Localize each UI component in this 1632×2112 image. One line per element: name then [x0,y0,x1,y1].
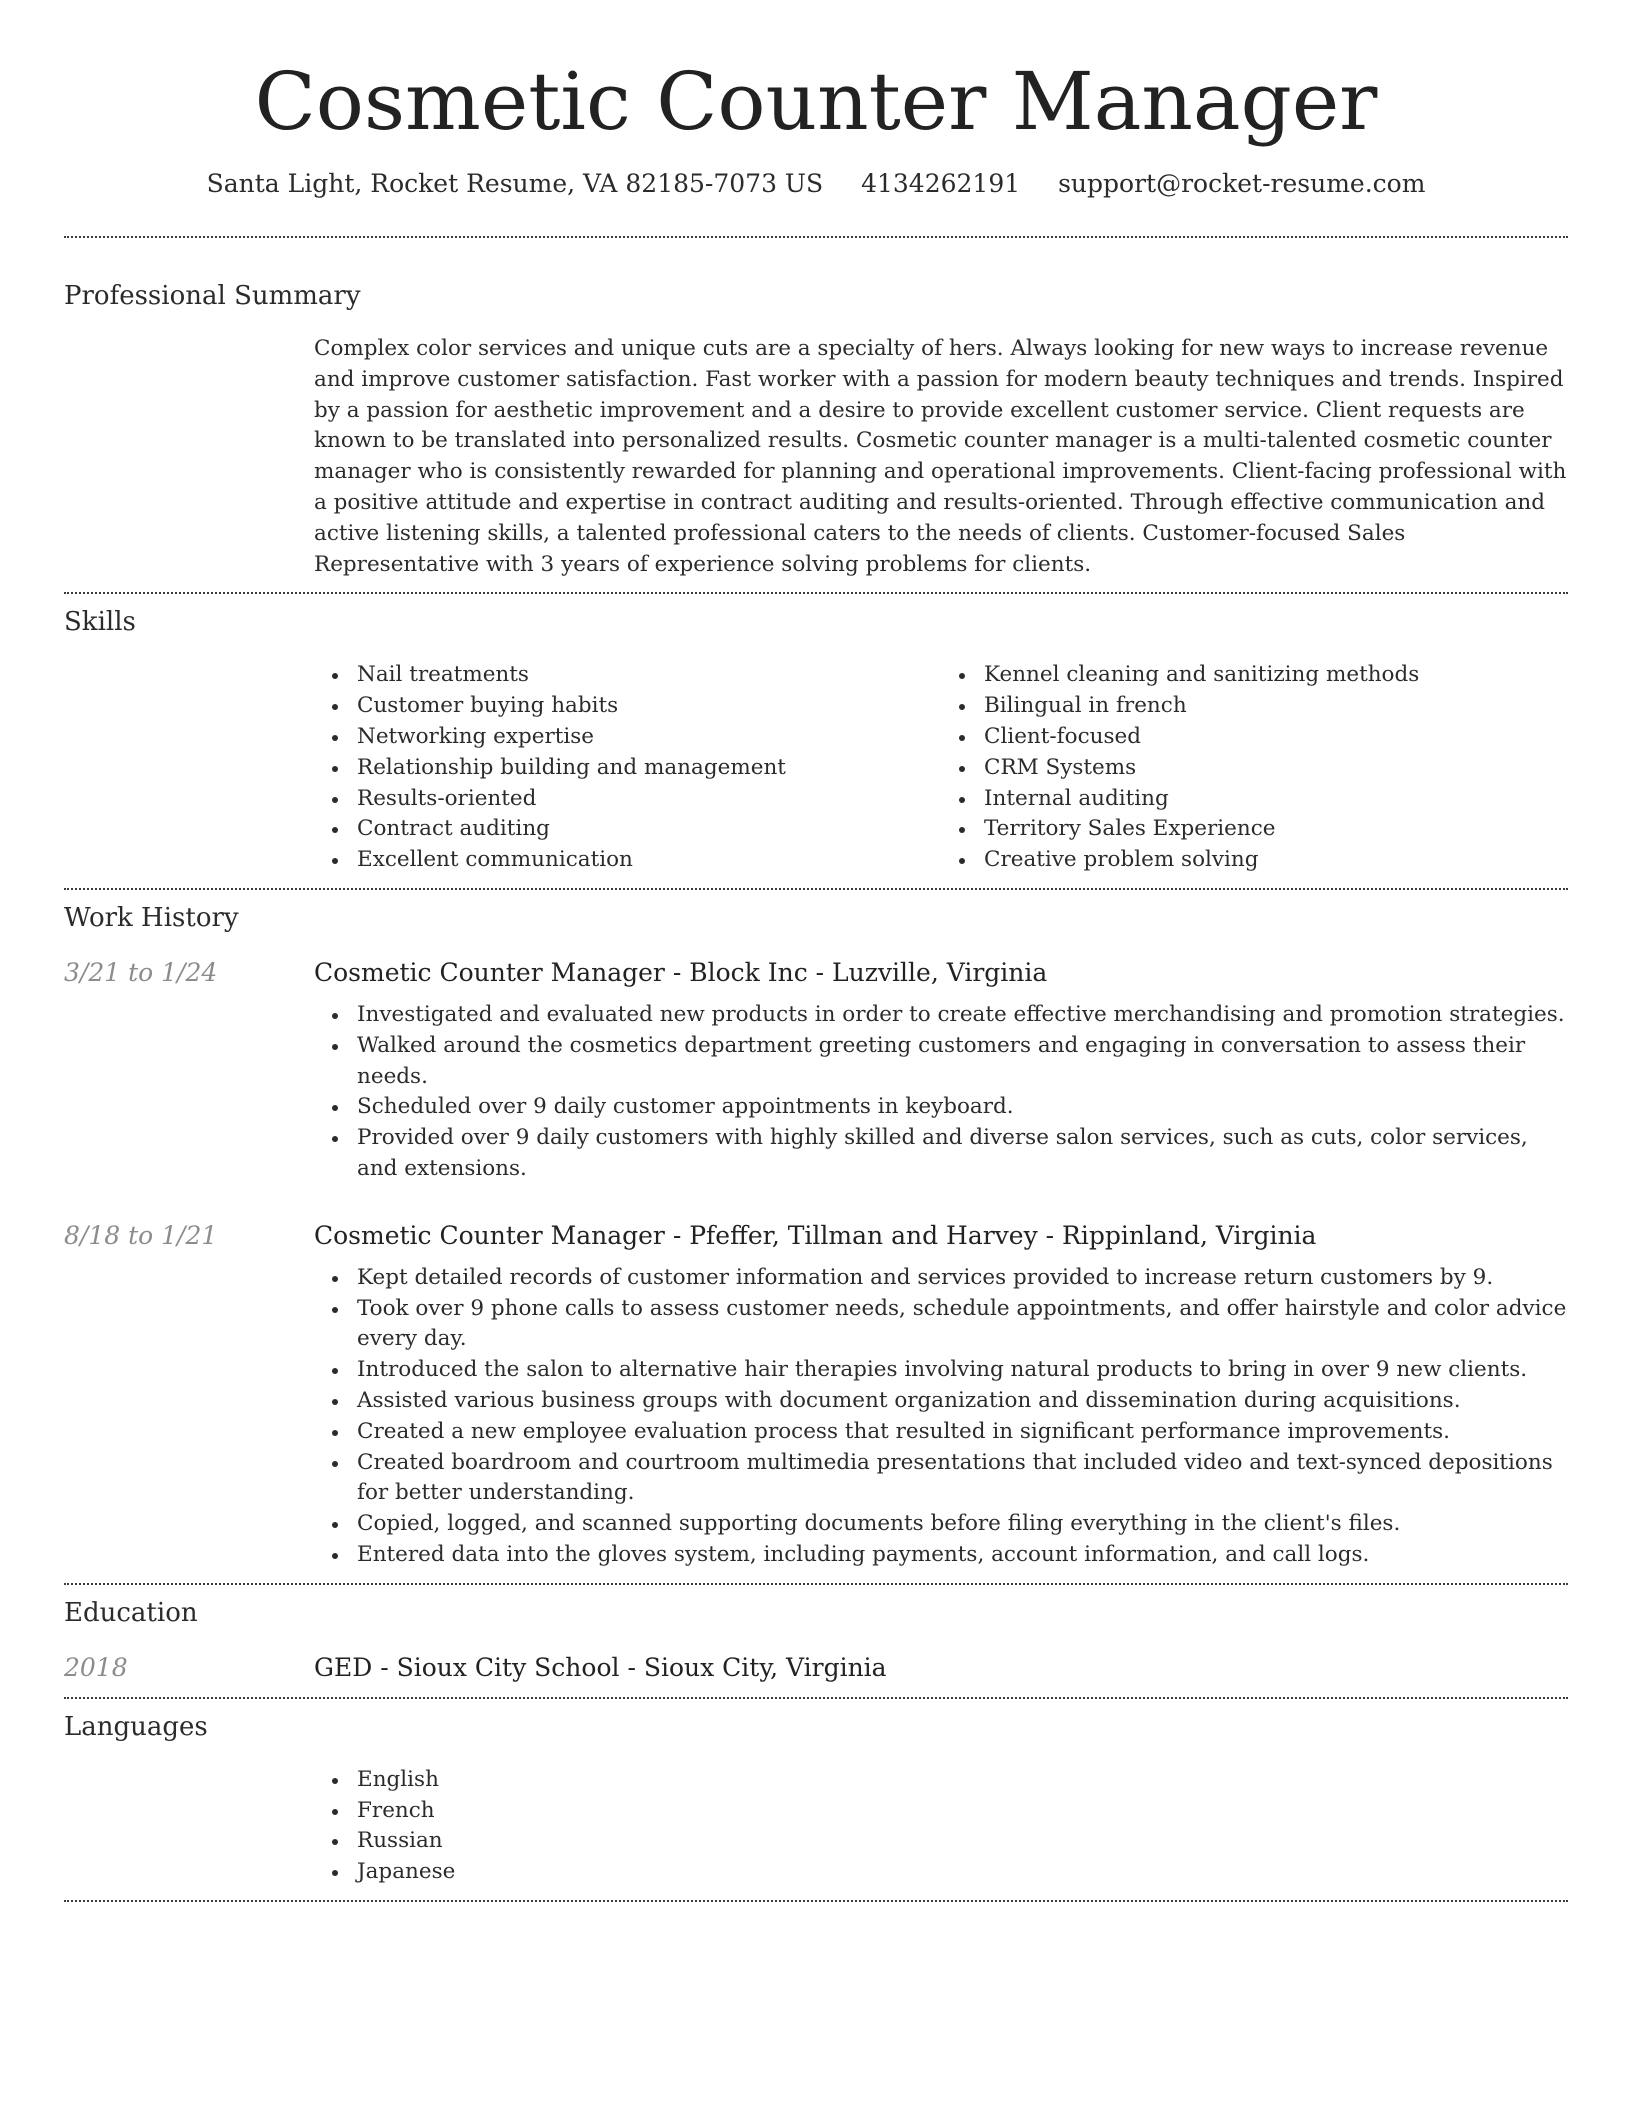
skill-item: Networking expertise [357,722,941,753]
contact-phone: 4134262191 [861,169,1021,198]
resume-title: Cosmetic Counter Manager [254,55,1378,148]
job-entry [64,1219,1568,1571]
job-date: 3/21 to 1/24 [64,957,218,987]
skill-item: Bilingual in french [984,691,1568,722]
section-divider [64,1697,1568,1699]
job-bullet: Took over 9 phone calls to assess customer needs, schedule appointments, and offer hairstyle and color advice every day. [357,1294,1568,1356]
summary-heading: Professional Summary [64,281,361,311]
language-item: Russian [357,1826,1568,1857]
education-date: 2018 [64,1652,128,1682]
job-bullet: Created a new employee evaluation process that resulted in significant performance improvements. [357,1417,1568,1448]
resume-page [64,0,1568,1902]
section-divider [64,592,1568,594]
section-divider [64,1900,1568,1902]
skill-item: Customer buying habits [357,691,941,722]
language-item: Japanese [357,1857,1568,1888]
job-body [314,1219,1568,1571]
skill-item: Territory Sales Experience [984,814,1568,845]
education-heading: Education [64,1597,198,1628]
job-bullets [314,1000,1568,1185]
skills-heading: Skills [64,607,136,638]
job-bullet: Investigated and evaluated new products in order to create effective merchandising and promotion strategies. [357,1000,1568,1031]
job-bullet: Provided over 9 daily customers with highly skilled and diverse salon services, such as cuts, color services, and extensions. [357,1123,1568,1185]
job-bullet: Introduced the salon to alternative hair therapies involving natural products to bring in over 9 new clients. [357,1355,1568,1386]
job-bullet: Kept detailed records of customer information and services provided to increase return customers by 9. [357,1263,1568,1294]
job-body [314,956,1568,1185]
job-title: Cosmetic Counter Manager - Block Inc - Luzville, Virginia [314,957,1048,987]
contact-email: support@rocket-resume.com [1058,169,1426,198]
job-title: Cosmetic Counter Manager - Pfeffer, Tillman and Harvey - Rippinland, Virginia [314,1220,1317,1250]
skill-item: Client-focused [984,722,1568,753]
job-bullet: Assisted various business groups with document organization and dissemination during acquisitions. [357,1386,1568,1417]
work-history-heading: Work History [64,902,239,933]
contact-address: Santa Light, Rocket Resume, VA 82185-7073 US [206,169,824,198]
education-title: GED - Sioux City School - Sioux City, Virginia [314,1652,887,1682]
skill-item: CRM Systems [984,753,1568,784]
job-date: 8/18 to 1/21 [64,1220,218,1250]
skills-list [314,660,1568,876]
job-bullet: Scheduled over 9 daily customer appointments in keyboard. [357,1092,1568,1123]
contact-line [64,168,1568,200]
skill-item: Contract auditing [357,814,941,845]
languages-list [314,1765,1568,1888]
section-divider [64,1583,1568,1585]
skill-item: Nail treatments [357,660,941,691]
language-item: French [357,1796,1568,1827]
skills-column-right [941,660,1568,876]
skill-item: Internal auditing [984,784,1568,815]
skill-item: Relationship building and management [357,753,941,784]
section-divider [64,236,1568,238]
job-bullet: Created boardroom and courtroom multimedia presentations that included video and text-synced depositions for better understanding. [357,1448,1568,1510]
job-bullet: Entered data into the gloves system, including payments, account information, and call logs. [357,1540,1568,1571]
languages-heading: Languages [64,1711,208,1742]
summary-text: Complex color services and unique cuts are a specialty of hers. Always looking for new ways to increase revenue and improve customer satisfaction. Fast worker with a passion for modern beauty techniques and trends. Inspired by a passion for aesthetic improvement and a desire to provide excellent customer service. Client requests are known to be translated into personalized results. Cosmetic counter manager is a multi-talented cosmetic counter manager who is consistently rewarded for planning and operational improvements. Client-facing professional with a positive attitude and expertise in contract auditing and results-oriented. Through effective communication and active listening skills, a talented professional caters to the needs of clients. Customer-focused Sales Representative with 3 years of experience solving problems for clients. [314,336,1567,577]
skills-column-left [314,660,941,876]
skill-item: Results-oriented [357,784,941,815]
section-divider [64,888,1568,890]
job-entry [64,956,1568,1185]
skill-item: Creative problem solving [984,845,1568,876]
skill-item: Excellent communication [357,845,941,876]
job-bullets [314,1263,1568,1571]
language-item: English [357,1765,1568,1796]
job-bullet: Copied, logged, and scanned supporting documents before filing everything in the client's files. [357,1509,1568,1540]
education-entry [64,1651,1568,1685]
job-bullet: Walked around the cosmetics department greeting customers and engaging in conversation to assess their needs. [357,1031,1568,1093]
skill-item: Kennel cleaning and sanitizing methods [984,660,1568,691]
